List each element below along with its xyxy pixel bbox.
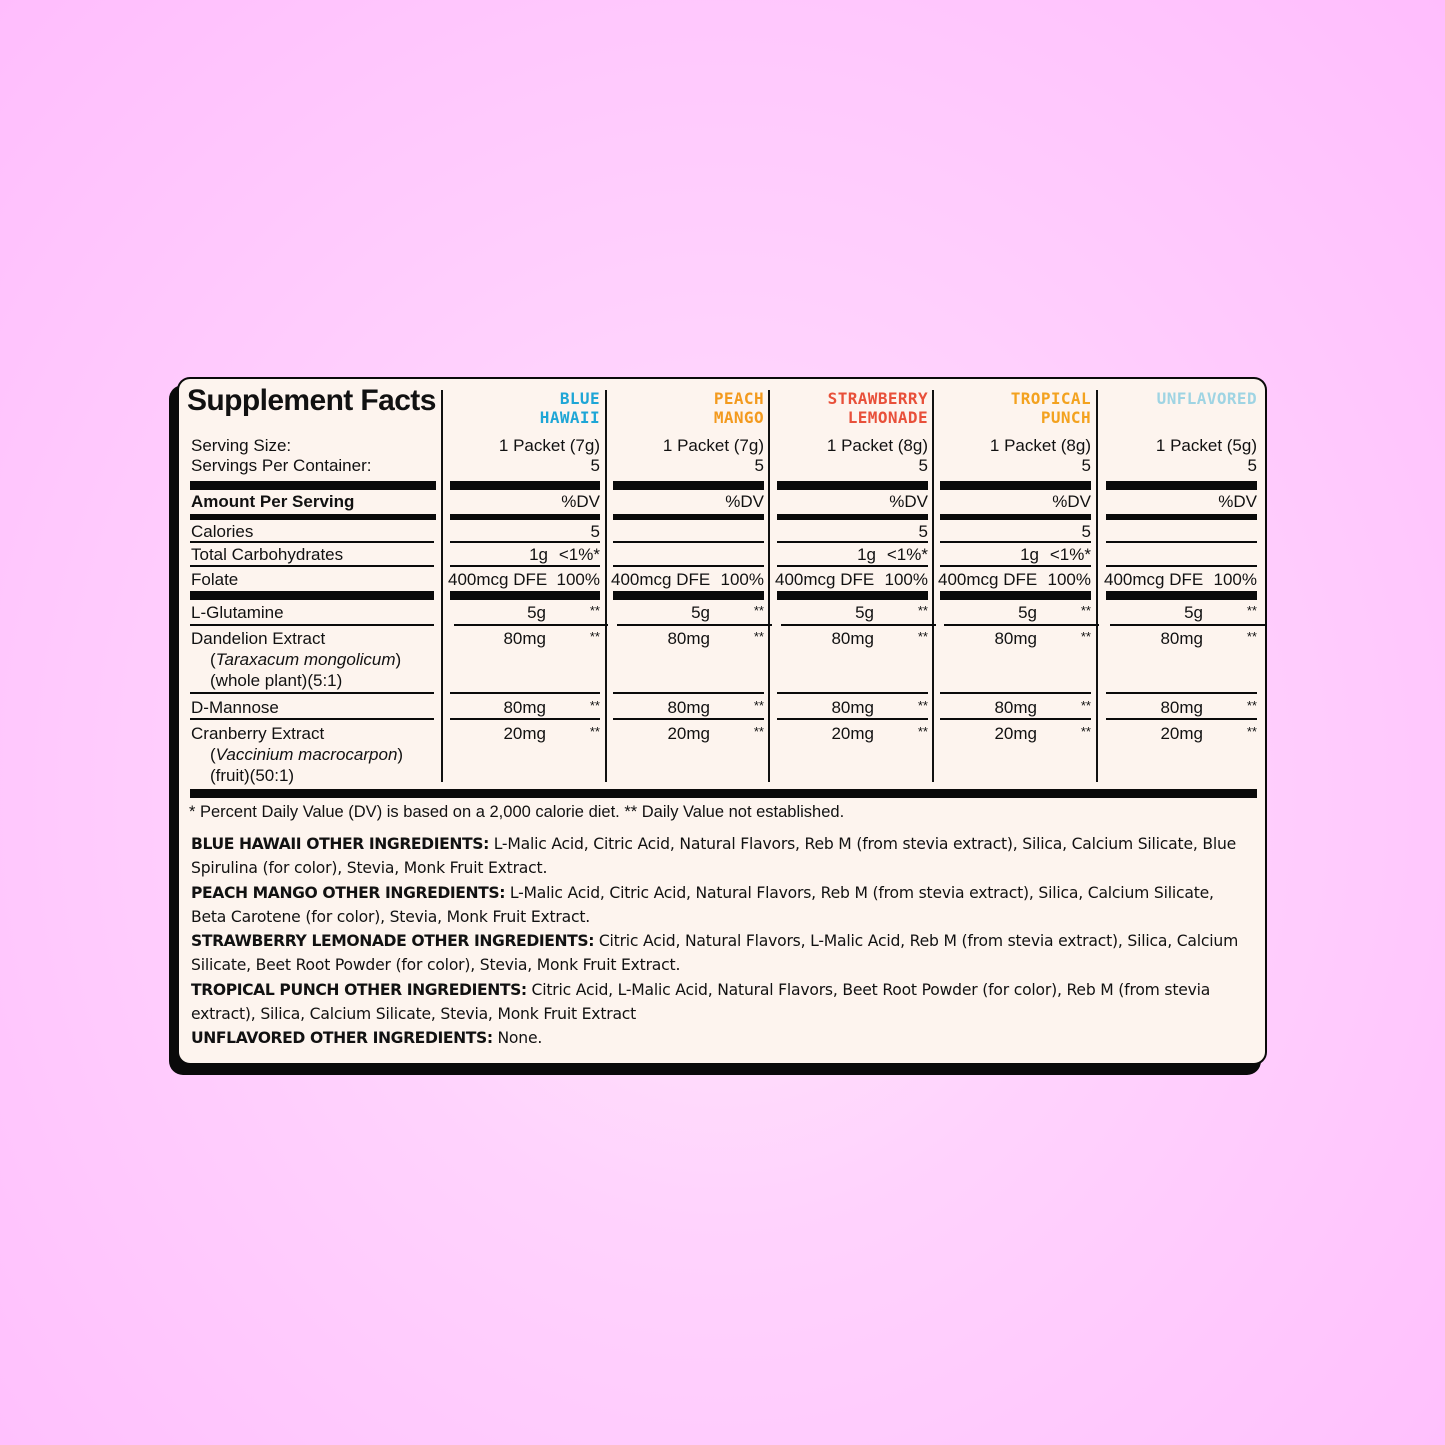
d-mannose-value: 80mg — [667, 698, 710, 717]
no-dv-marker: ** — [753, 724, 764, 739]
flavor-name-line: BLUE — [559, 389, 600, 408]
panel-title: Supplement Facts — [187, 384, 436, 417]
column-divider — [768, 390, 770, 782]
l-glutamine-value: 5g — [855, 603, 874, 622]
folate-amount: 400mcg DFE — [938, 570, 1038, 589]
servings-value: 5 — [754, 456, 764, 475]
flavor-name — [828, 389, 928, 427]
no-dv-marker: ** — [589, 603, 600, 618]
cranberry-value: 20mg — [503, 724, 546, 743]
no-dv-marker: ** — [753, 603, 764, 618]
flavor-name — [1011, 389, 1091, 427]
no-dv-marker: ** — [589, 698, 600, 713]
column-divider — [613, 541, 764, 543]
column-divider — [450, 541, 600, 543]
folate-label: Folate — [191, 570, 239, 589]
flavor-name-line: UNFLAVORED — [1156, 389, 1257, 408]
d-mannose-value: 80mg — [994, 698, 1037, 717]
d-mannose-label: D-Mannose — [191, 698, 279, 717]
servings-per-container-label: Servings Per Container: — [191, 456, 372, 475]
other-ingredients — [191, 832, 1253, 1051]
ingredients-peach-mango: PEACH MANGO OTHER INGREDIENTS: L-Malic Acid, Citric Acid, Natural Flavors, Reb M (from stevia extract), Silica, Calcium Silicate, Beta Carotene (for color), Stevia, Monk Fruit Extract. — [191, 883, 1214, 926]
column-divider — [613, 565, 764, 567]
column-divider-thick — [450, 481, 600, 490]
folate-dv: 100% — [556, 570, 600, 589]
column-divider-medium — [613, 514, 764, 520]
column-divider — [450, 565, 600, 567]
servings-value: 5 — [1247, 456, 1257, 475]
d-mannose-value: 80mg — [831, 698, 874, 717]
carbs-dv: <1%* — [558, 545, 600, 564]
flavor-name-line: HAWAII — [539, 408, 600, 427]
column-divider — [1106, 692, 1257, 694]
no-dv-marker: ** — [589, 724, 600, 739]
flavor-name — [714, 389, 764, 427]
carbs-amount: 1g — [1020, 545, 1039, 564]
ingredients-blue-hawaii: BLUE HAWAII OTHER INGREDIENTS: L-Malic Acid, Citric Acid, Natural Flavors, Reb M (from stevia extract), Silica, Calcium Silicate, Blue Spirulina (for color), Stevia, Monk Fruit Extract. — [191, 835, 1237, 878]
flavor-name — [1157, 389, 1257, 408]
dv-header: %DV — [1052, 492, 1091, 511]
column-divider — [944, 624, 1099, 626]
no-dv-marker: ** — [917, 629, 928, 644]
cranberry-value: 20mg — [667, 724, 710, 743]
column-divider — [940, 718, 1091, 720]
folate-amount: 400mcg DFE — [448, 570, 548, 589]
no-dv-marker: ** — [917, 603, 928, 618]
column-divider — [777, 565, 928, 567]
left-divider — [190, 692, 434, 694]
column-divider — [940, 692, 1091, 694]
column-divider-thick — [450, 591, 600, 600]
carbs-amount: 1g — [857, 545, 876, 564]
column-divider — [1106, 541, 1257, 543]
column-divider-thick — [613, 591, 764, 600]
no-dv-marker: ** — [589, 629, 600, 644]
cranberry-part-label: (fruit)(50:1) — [210, 766, 295, 785]
no-dv-marker: ** — [917, 724, 928, 739]
no-dv-marker: ** — [1080, 724, 1091, 739]
no-dv-marker: ** — [1246, 698, 1257, 713]
footnote: * Percent Daily Value (DV) is based on a 2,000 calorie diet. ** Daily Value not established. — [189, 803, 845, 821]
cranberry-value: 20mg — [994, 724, 1037, 743]
dandelion-value: 80mg — [831, 629, 874, 648]
column-divider — [450, 718, 600, 720]
flavor-name-line: LEMONADE — [847, 408, 928, 427]
calories-label: Calories — [191, 522, 254, 541]
dv-header: %DV — [1218, 492, 1257, 511]
serving-size-value: 1 Packet (7g) — [662, 436, 764, 455]
d-mannose-value: 80mg — [1160, 698, 1203, 717]
column-divider — [940, 565, 1091, 567]
column-divider — [605, 390, 607, 782]
ingredients-tropical-punch: TROPICAL PUNCH OTHER INGREDIENTS: Citric Acid, L-Malic Acid, Natural Flavors, Beet Root Powder (for color), Reb M (from stevia extract), Silica, Calcium Silicate, Stevia, Monk Fruit Extract — [191, 980, 1211, 1024]
servings-value: 5 — [1081, 456, 1091, 475]
flavor-name-line: MANGO — [713, 408, 764, 427]
no-dv-marker: ** — [1080, 698, 1091, 713]
folate-amount: 400mcg DFE — [1104, 570, 1204, 589]
no-dv-marker: ** — [1080, 629, 1091, 644]
folate-dv: 100% — [720, 570, 764, 589]
calories-value: 5 — [590, 522, 600, 541]
column-divider — [617, 624, 772, 626]
dandelion-value: 80mg — [667, 629, 710, 648]
dv-header: %DV — [889, 492, 928, 511]
column-divider — [441, 390, 443, 782]
no-dv-marker: ** — [1080, 603, 1091, 618]
folate-amount: 400mcg DFE — [775, 570, 875, 589]
flavor-name-line: PUNCH — [1040, 408, 1091, 427]
serving-size-label: Serving Size: — [191, 436, 292, 455]
dandelion-value: 80mg — [994, 629, 1037, 648]
column-divider-medium — [940, 514, 1091, 520]
column-divider — [777, 692, 928, 694]
serving-size-value: 1 Packet (8g) — [989, 436, 1091, 455]
dandelion-value: 80mg — [1160, 629, 1203, 648]
serving-size-value: 1 Packet (7g) — [498, 436, 600, 455]
column-divider — [450, 692, 600, 694]
folate-amount: 400mcg DFE — [611, 570, 711, 589]
dv-header: %DV — [725, 492, 764, 511]
no-dv-marker: ** — [917, 698, 928, 713]
dv-header: %DV — [561, 492, 600, 511]
total-carbohydrates-label: Total Carbohydrates — [191, 545, 344, 564]
l-glutamine-value: 5g — [1018, 603, 1037, 622]
no-dv-marker: ** — [1246, 724, 1257, 739]
cranberry-value: 20mg — [831, 724, 874, 743]
column-divider — [1096, 390, 1098, 782]
column-divider — [1106, 718, 1257, 720]
column-divider — [940, 541, 1091, 543]
no-dv-marker: ** — [1246, 603, 1257, 618]
servings-value: 5 — [918, 456, 928, 475]
column-divider — [613, 718, 764, 720]
carbs-dv: <1%* — [886, 545, 928, 564]
column-divider-medium — [450, 514, 600, 520]
no-dv-marker: ** — [753, 698, 764, 713]
ingredients-strawberry-lemonade: STRAWBERRY LEMONADE OTHER INGREDIENTS: Citric Acid, Natural Flavors, L-Malic Acid, Reb M (from stevia extract), Silica, Calcium Silicate, Beet Root Powder (for color), Stevia, Monk Fruit Extract. — [191, 932, 1239, 975]
column-divider — [777, 541, 928, 543]
folate-dv: 100% — [1213, 570, 1257, 589]
flavor-name-line: PEACH — [713, 389, 764, 408]
bottom-divider — [190, 789, 1257, 798]
column-divider — [1110, 624, 1265, 626]
carbs-dv: <1%* — [1049, 545, 1091, 564]
column-divider-medium — [1106, 514, 1257, 520]
flavor-name-line: TROPICAL — [1010, 389, 1091, 408]
ingredients-unflavored: UNFLAVORED OTHER INGREDIENTS: None. — [191, 1029, 543, 1048]
serving-size-value: 1 Packet (8g) — [826, 436, 928, 455]
left-divider-thick — [190, 591, 434, 600]
left-divider — [190, 718, 434, 720]
column-divider-thick — [940, 591, 1091, 600]
servings-value: 5 — [590, 456, 600, 475]
l-glutamine-value: 5g — [1184, 603, 1203, 622]
cranberry-label: Cranberry Extract — [191, 724, 325, 743]
no-dv-marker: ** — [753, 629, 764, 644]
column-divider-thick — [1106, 481, 1257, 490]
calories-value: 5 — [918, 522, 928, 541]
flavor-name-line: STRAWBERRY — [827, 389, 928, 408]
column-divider — [613, 692, 764, 694]
left-divider-thick — [190, 481, 436, 490]
l-glutamine-label: L-Glutamine — [191, 603, 284, 622]
amount-per-serving-label: Amount Per Serving — [191, 492, 355, 511]
column-divider — [932, 390, 934, 782]
cranberry-value: 20mg — [1160, 724, 1203, 743]
dandelion-part-label: (whole plant)(5:1) — [210, 671, 343, 690]
dandelion-latin-name: (Taraxacum mongolicum) — [210, 650, 402, 669]
column-divider-thick — [777, 481, 928, 490]
no-dv-marker: ** — [1246, 629, 1257, 644]
calories-value: 5 — [1081, 522, 1091, 541]
dandelion-label: Dandelion Extract — [191, 629, 326, 648]
column-divider — [777, 718, 928, 720]
dandelion-value: 80mg — [503, 629, 546, 648]
left-divider — [190, 565, 434, 567]
l-glutamine-value: 5g — [527, 603, 546, 622]
column-divider-thick — [777, 591, 928, 600]
column-divider-thick — [613, 481, 764, 490]
left-divider-medium — [190, 514, 436, 520]
flavor-name — [540, 389, 600, 427]
carbs-amount: 1g — [529, 545, 548, 564]
d-mannose-value: 80mg — [503, 698, 546, 717]
left-divider — [190, 541, 434, 543]
column-divider — [1106, 565, 1257, 567]
column-divider-thick — [1106, 591, 1257, 600]
column-divider-thick — [940, 481, 1091, 490]
column-divider — [781, 624, 936, 626]
l-glutamine-value: 5g — [691, 603, 710, 622]
folate-dv: 100% — [1047, 570, 1091, 589]
cranberry-latin-name: (Vaccinium macrocarpon) — [210, 745, 404, 764]
serving-size-value: 1 Packet (5g) — [1155, 436, 1257, 455]
column-divider — [454, 624, 608, 626]
left-divider — [190, 624, 434, 626]
column-divider-medium — [777, 514, 928, 520]
folate-dv: 100% — [884, 570, 928, 589]
